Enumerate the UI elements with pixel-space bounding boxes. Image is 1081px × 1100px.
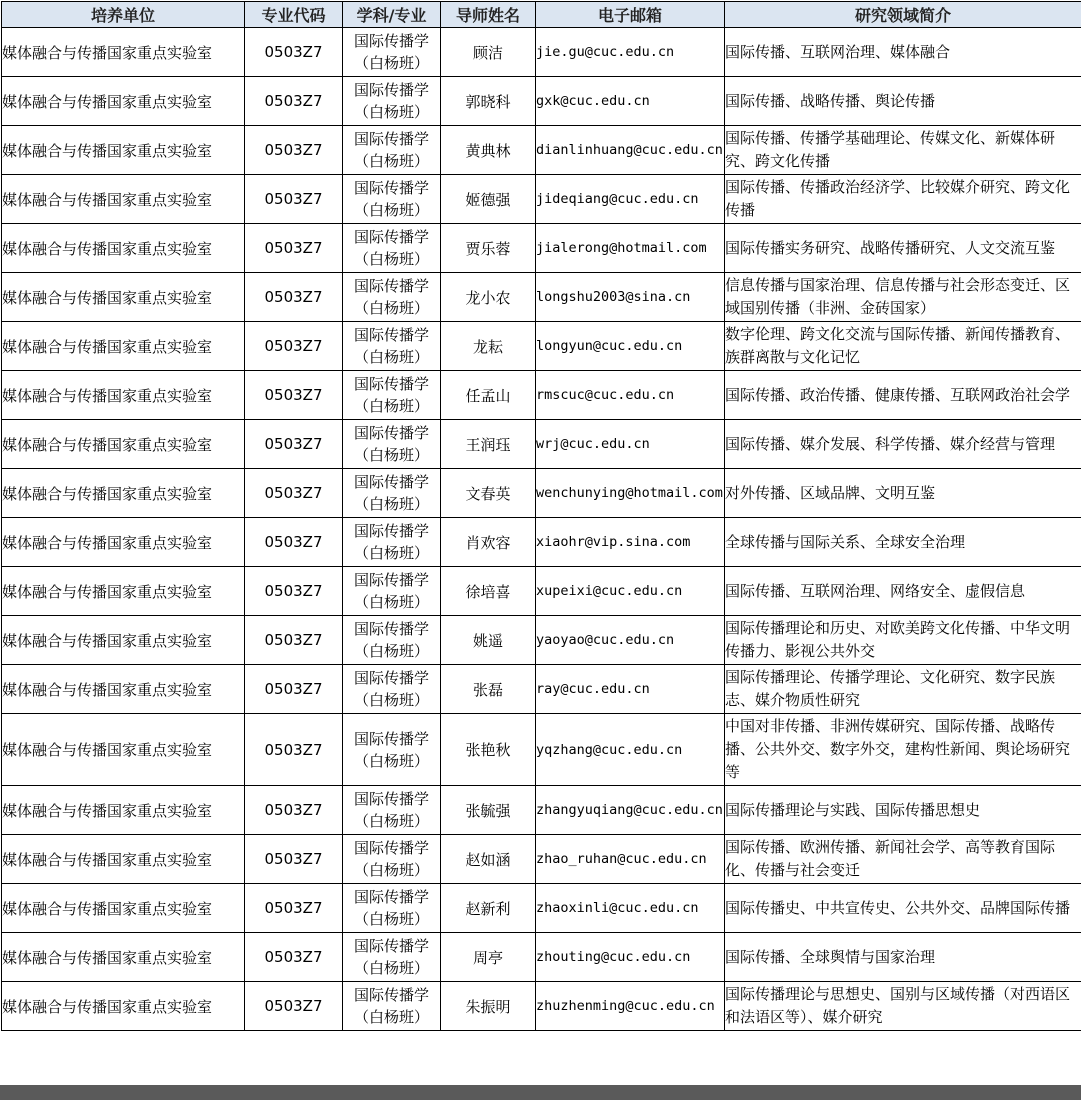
cell-subject: [343, 982, 441, 1031]
cell-research-field: 全球传播与国际关系、全球安全治理: [725, 518, 1081, 567]
subject-line2: （白杨班）: [353, 54, 429, 72]
cell-code: 0503Z7: [245, 273, 343, 322]
cell-code: 0503Z7: [245, 175, 343, 224]
cell-subject: [343, 616, 441, 665]
cell-code: 0503Z7: [245, 884, 343, 933]
cell-email: wenchunying@hotmail.com: [536, 469, 725, 518]
subject-line2: （白杨班）: [353, 103, 429, 121]
cell-code: 0503Z7: [245, 322, 343, 371]
cell-code: 0503Z7: [245, 835, 343, 884]
header-subject: 学科/专业: [343, 2, 441, 28]
cell-research-field: 国际传播、传播学基础理论、传媒文化、新媒体研究、跨文化传播: [725, 126, 1081, 175]
cell-supervisor-name: 张毓强: [441, 786, 536, 835]
bottom-bar: [0, 1085, 1081, 1100]
cell-supervisor-name: 顾洁: [441, 28, 536, 77]
subject-line1: 国际传播学: [353, 179, 429, 197]
cell-unit: 媒体融合与传播国家重点实验室: [2, 665, 245, 714]
table-header-row: [2, 2, 1081, 28]
cell-unit: 媒体融合与传播国家重点实验室: [2, 28, 245, 77]
cell-email: zhouting@cuc.edu.cn: [536, 933, 725, 982]
header-field: 研究领域简介: [725, 2, 1081, 28]
cell-email: xupeixi@cuc.edu.cn: [536, 567, 725, 616]
table-row: [2, 322, 1081, 371]
cell-research-field: 国际传播理论与实践、国际传播思想史: [725, 786, 1081, 835]
subject-line2: （白杨班）: [353, 397, 429, 415]
cell-supervisor-name: 贾乐蓉: [441, 224, 536, 273]
cell-email: zhao_ruhan@cuc.edu.cn: [536, 835, 725, 884]
cell-code: 0503Z7: [245, 567, 343, 616]
cell-subject: [343, 273, 441, 322]
cell-subject: [343, 224, 441, 273]
cell-unit: 媒体融合与传播国家重点实验室: [2, 982, 245, 1031]
cell-email: zhangyuqiang@cuc.edu.cn: [536, 786, 725, 835]
cell-subject: [343, 175, 441, 224]
table-row: [2, 420, 1081, 469]
subject-line2: （白杨班）: [353, 544, 429, 562]
cell-code: 0503Z7: [245, 665, 343, 714]
cell-research-field: 国际传播、欧洲传播、新闻社会学、高等教育国际化、传播与社会变迁: [725, 835, 1081, 884]
cell-email: yaoyao@cuc.edu.cn: [536, 616, 725, 665]
table-row: [2, 567, 1081, 616]
cell-subject: [343, 665, 441, 714]
cell-code: 0503Z7: [245, 420, 343, 469]
cell-unit: 媒体融合与传播国家重点实验室: [2, 224, 245, 273]
cell-research-field: 国际传播实务研究、战略传播研究、人文交流互鉴: [725, 224, 1081, 273]
cell-supervisor-name: 姚遥: [441, 616, 536, 665]
cell-subject: [343, 835, 441, 884]
cell-research-field: 中国对非传播、非洲传媒研究、国际传播、战略传播、公共外交、数字外交，建构性新闻、舆论场研究等: [725, 714, 1081, 786]
cell-unit: 媒体融合与传播国家重点实验室: [2, 469, 245, 518]
cell-code: 0503Z7: [245, 786, 343, 835]
cell-subject: [343, 933, 441, 982]
subject-line1: 国际传播学: [353, 888, 429, 906]
cell-unit: 媒体融合与传播国家重点实验室: [2, 371, 245, 420]
cell-supervisor-name: 文春英: [441, 469, 536, 518]
subject-line1: 国际传播学: [353, 620, 429, 638]
cell-supervisor-name: 王润珏: [441, 420, 536, 469]
subject-line2: （白杨班）: [353, 299, 429, 317]
cell-supervisor-name: 赵新利: [441, 884, 536, 933]
table-row: [2, 714, 1081, 786]
table-row: [2, 982, 1081, 1031]
table-row: [2, 469, 1081, 518]
cell-research-field: 国际传播、战略传播、舆论传播: [725, 77, 1081, 126]
cell-code: 0503Z7: [245, 469, 343, 518]
subject-line1: 国际传播学: [353, 375, 429, 393]
subject-line2: （白杨班）: [353, 250, 429, 268]
subject-line1: 国际传播学: [353, 937, 429, 955]
subject-line1: 国际传播学: [353, 277, 429, 295]
cell-code: 0503Z7: [245, 371, 343, 420]
cell-research-field: 国际传播史、中共宣传史、公共外交、品牌国际传播: [725, 884, 1081, 933]
cell-code: 0503Z7: [245, 714, 343, 786]
subject-line2: （白杨班）: [353, 812, 429, 830]
header-code: 专业代码: [245, 2, 343, 28]
cell-research-field: 信息传播与国家治理、信息传播与社会形态变迁、区域国别传播（非洲、金砖国家）: [725, 273, 1081, 322]
cell-code: 0503Z7: [245, 126, 343, 175]
cell-code: 0503Z7: [245, 518, 343, 567]
subject-line1: 国际传播学: [353, 669, 429, 687]
cell-email: ray@cuc.edu.cn: [536, 665, 725, 714]
cell-email: zhuzhenming@cuc.edu.cn: [536, 982, 725, 1031]
cell-unit: 媒体融合与传播国家重点实验室: [2, 518, 245, 567]
cell-subject: [343, 77, 441, 126]
cell-supervisor-name: 黄典林: [441, 126, 536, 175]
table-row: [2, 224, 1081, 273]
cell-supervisor-name: 张磊: [441, 665, 536, 714]
table-body: [2, 28, 1081, 1031]
subject-line2: （白杨班）: [353, 691, 429, 709]
cell-supervisor-name: 龙耘: [441, 322, 536, 371]
table-row: [2, 786, 1081, 835]
subject-line1: 国际传播学: [353, 473, 429, 491]
header-unit: 培养单位: [2, 2, 245, 28]
cell-research-field: 国际传播、政治传播、健康传播、互联网政治社会学: [725, 371, 1081, 420]
cell-unit: 媒体融合与传播国家重点实验室: [2, 273, 245, 322]
subject-line2: （白杨班）: [353, 201, 429, 219]
table-row: [2, 28, 1081, 77]
cell-research-field: 国际传播理论、传播学理论、文化研究、数字民族志、媒介物质性研究: [725, 665, 1081, 714]
table-row: [2, 518, 1081, 567]
subject-line1: 国际传播学: [353, 326, 429, 344]
table-row: [2, 175, 1081, 224]
cell-subject: [343, 884, 441, 933]
table-row: [2, 616, 1081, 665]
subject-line2: （白杨班）: [353, 593, 429, 611]
cell-research-field: 国际传播、互联网治理、网络安全、虚假信息: [725, 567, 1081, 616]
subject-line1: 国际传播学: [353, 986, 429, 1004]
cell-email: rmscuc@cuc.edu.cn: [536, 371, 725, 420]
subject-line2: （白杨班）: [353, 642, 429, 660]
subject-line2: （白杨班）: [353, 152, 429, 170]
cell-subject: [343, 28, 441, 77]
subject-line1: 国际传播学: [353, 424, 429, 442]
cell-supervisor-name: 朱振明: [441, 982, 536, 1031]
cell-unit: 媒体融合与传播国家重点实验室: [2, 714, 245, 786]
cell-email: wrj@cuc.edu.cn: [536, 420, 725, 469]
cell-research-field: 国际传播、全球舆情与国家治理: [725, 933, 1081, 982]
cell-unit: 媒体融合与传播国家重点实验室: [2, 175, 245, 224]
cell-unit: 媒体融合与传播国家重点实验室: [2, 835, 245, 884]
header-email: 电子邮箱: [536, 2, 725, 28]
cell-email: longshu2003@sina.cn: [536, 273, 725, 322]
table-row: [2, 835, 1081, 884]
cell-subject: [343, 786, 441, 835]
subject-line2: （白杨班）: [353, 751, 429, 770]
cell-code: 0503Z7: [245, 28, 343, 77]
cell-code: 0503Z7: [245, 616, 343, 665]
cell-email: xiaohr@vip.sina.com: [536, 518, 725, 567]
cell-subject: [343, 126, 441, 175]
cell-supervisor-name: 赵如涵: [441, 835, 536, 884]
cell-subject: [343, 567, 441, 616]
cell-subject: [343, 469, 441, 518]
subject-line1: 国际传播学: [353, 228, 429, 246]
cell-subject: [343, 714, 441, 786]
cell-supervisor-name: 肖欢容: [441, 518, 536, 567]
table-row: [2, 371, 1081, 420]
cell-unit: 媒体融合与传播国家重点实验室: [2, 420, 245, 469]
cell-subject: [343, 322, 441, 371]
cell-unit: 媒体融合与传播国家重点实验室: [2, 567, 245, 616]
cell-research-field: 国际传播理论和历史、对欧美跨文化传播、中华文明传播力、影视公共外交: [725, 616, 1081, 665]
subject-line2: （白杨班）: [353, 446, 429, 464]
cell-email: jie.gu@cuc.edu.cn: [536, 28, 725, 77]
cell-subject: [343, 371, 441, 420]
subject-line1: 国际传播学: [353, 130, 429, 148]
cell-unit: 媒体融合与传播国家重点实验室: [2, 786, 245, 835]
cell-unit: 媒体融合与传播国家重点实验室: [2, 77, 245, 126]
cell-research-field: 数字伦理、跨文化交流与国际传播、新闻传播教育、族群离散与文化记忆: [725, 322, 1081, 371]
header-name: 导师姓名: [441, 2, 536, 28]
subject-line1: 国际传播学: [353, 839, 429, 857]
cell-unit: 媒体融合与传播国家重点实验室: [2, 322, 245, 371]
subject-line2: （白杨班）: [353, 348, 429, 366]
cell-code: 0503Z7: [245, 224, 343, 273]
cell-subject: [343, 420, 441, 469]
cell-unit: 媒体融合与传播国家重点实验室: [2, 616, 245, 665]
cell-email: jialerong@hotmail.com: [536, 224, 725, 273]
subject-line2: （白杨班）: [353, 861, 429, 879]
cell-code: 0503Z7: [245, 77, 343, 126]
table-row: [2, 77, 1081, 126]
subject-line1: 国际传播学: [353, 729, 429, 748]
cell-research-field: 国际传播、传播政治经济学、比较媒介研究、跨文化传播: [725, 175, 1081, 224]
cell-email: dianlinhuang@cuc.edu.cn: [536, 126, 725, 175]
cell-email: zhaoxinli@cuc.edu.cn: [536, 884, 725, 933]
table-row: [2, 126, 1081, 175]
supervisor-table: [1, 1, 1081, 1031]
subject-line2: （白杨班）: [353, 1008, 429, 1026]
cell-unit: 媒体融合与传播国家重点实验室: [2, 126, 245, 175]
subject-line2: （白杨班）: [353, 959, 429, 977]
table-row: [2, 273, 1081, 322]
subject-line1: 国际传播学: [353, 790, 429, 808]
cell-code: 0503Z7: [245, 982, 343, 1031]
cell-unit: 媒体融合与传播国家重点实验室: [2, 884, 245, 933]
cell-email: jideqiang@cuc.edu.cn: [536, 175, 725, 224]
cell-email: yqzhang@cuc.edu.cn: [536, 714, 725, 786]
cell-supervisor-name: 姬德强: [441, 175, 536, 224]
cell-unit: 媒体融合与传播国家重点实验室: [2, 933, 245, 982]
table-row: [2, 665, 1081, 714]
subject-line1: 国际传播学: [353, 522, 429, 540]
subject-line2: （白杨班）: [353, 910, 429, 928]
cell-code: 0503Z7: [245, 933, 343, 982]
cell-research-field: 对外传播、区域品牌、文明互鉴: [725, 469, 1081, 518]
cell-email: longyun@cuc.edu.cn: [536, 322, 725, 371]
cell-research-field: 国际传播、互联网治理、媒体融合: [725, 28, 1081, 77]
subject-line1: 国际传播学: [353, 571, 429, 589]
cell-subject: [343, 518, 441, 567]
cell-research-field: 国际传播理论与思想史、国别与区域传播（对西语区和法语区等）、媒介研究: [725, 982, 1081, 1031]
subject-line1: 国际传播学: [353, 32, 429, 50]
cell-supervisor-name: 龙小农: [441, 273, 536, 322]
subject-line1: 国际传播学: [353, 81, 429, 99]
cell-supervisor-name: 徐培喜: [441, 567, 536, 616]
table-row: [2, 933, 1081, 982]
cell-supervisor-name: 张艳秋: [441, 714, 536, 786]
table-row: [2, 884, 1081, 933]
cell-supervisor-name: 郭晓科: [441, 77, 536, 126]
cell-email: gxk@cuc.edu.cn: [536, 77, 725, 126]
cell-research-field: 国际传播、媒介发展、科学传播、媒介经营与管理: [725, 420, 1081, 469]
cell-supervisor-name: 任孟山: [441, 371, 536, 420]
cell-supervisor-name: 周亭: [441, 933, 536, 982]
subject-line2: （白杨班）: [353, 495, 429, 513]
